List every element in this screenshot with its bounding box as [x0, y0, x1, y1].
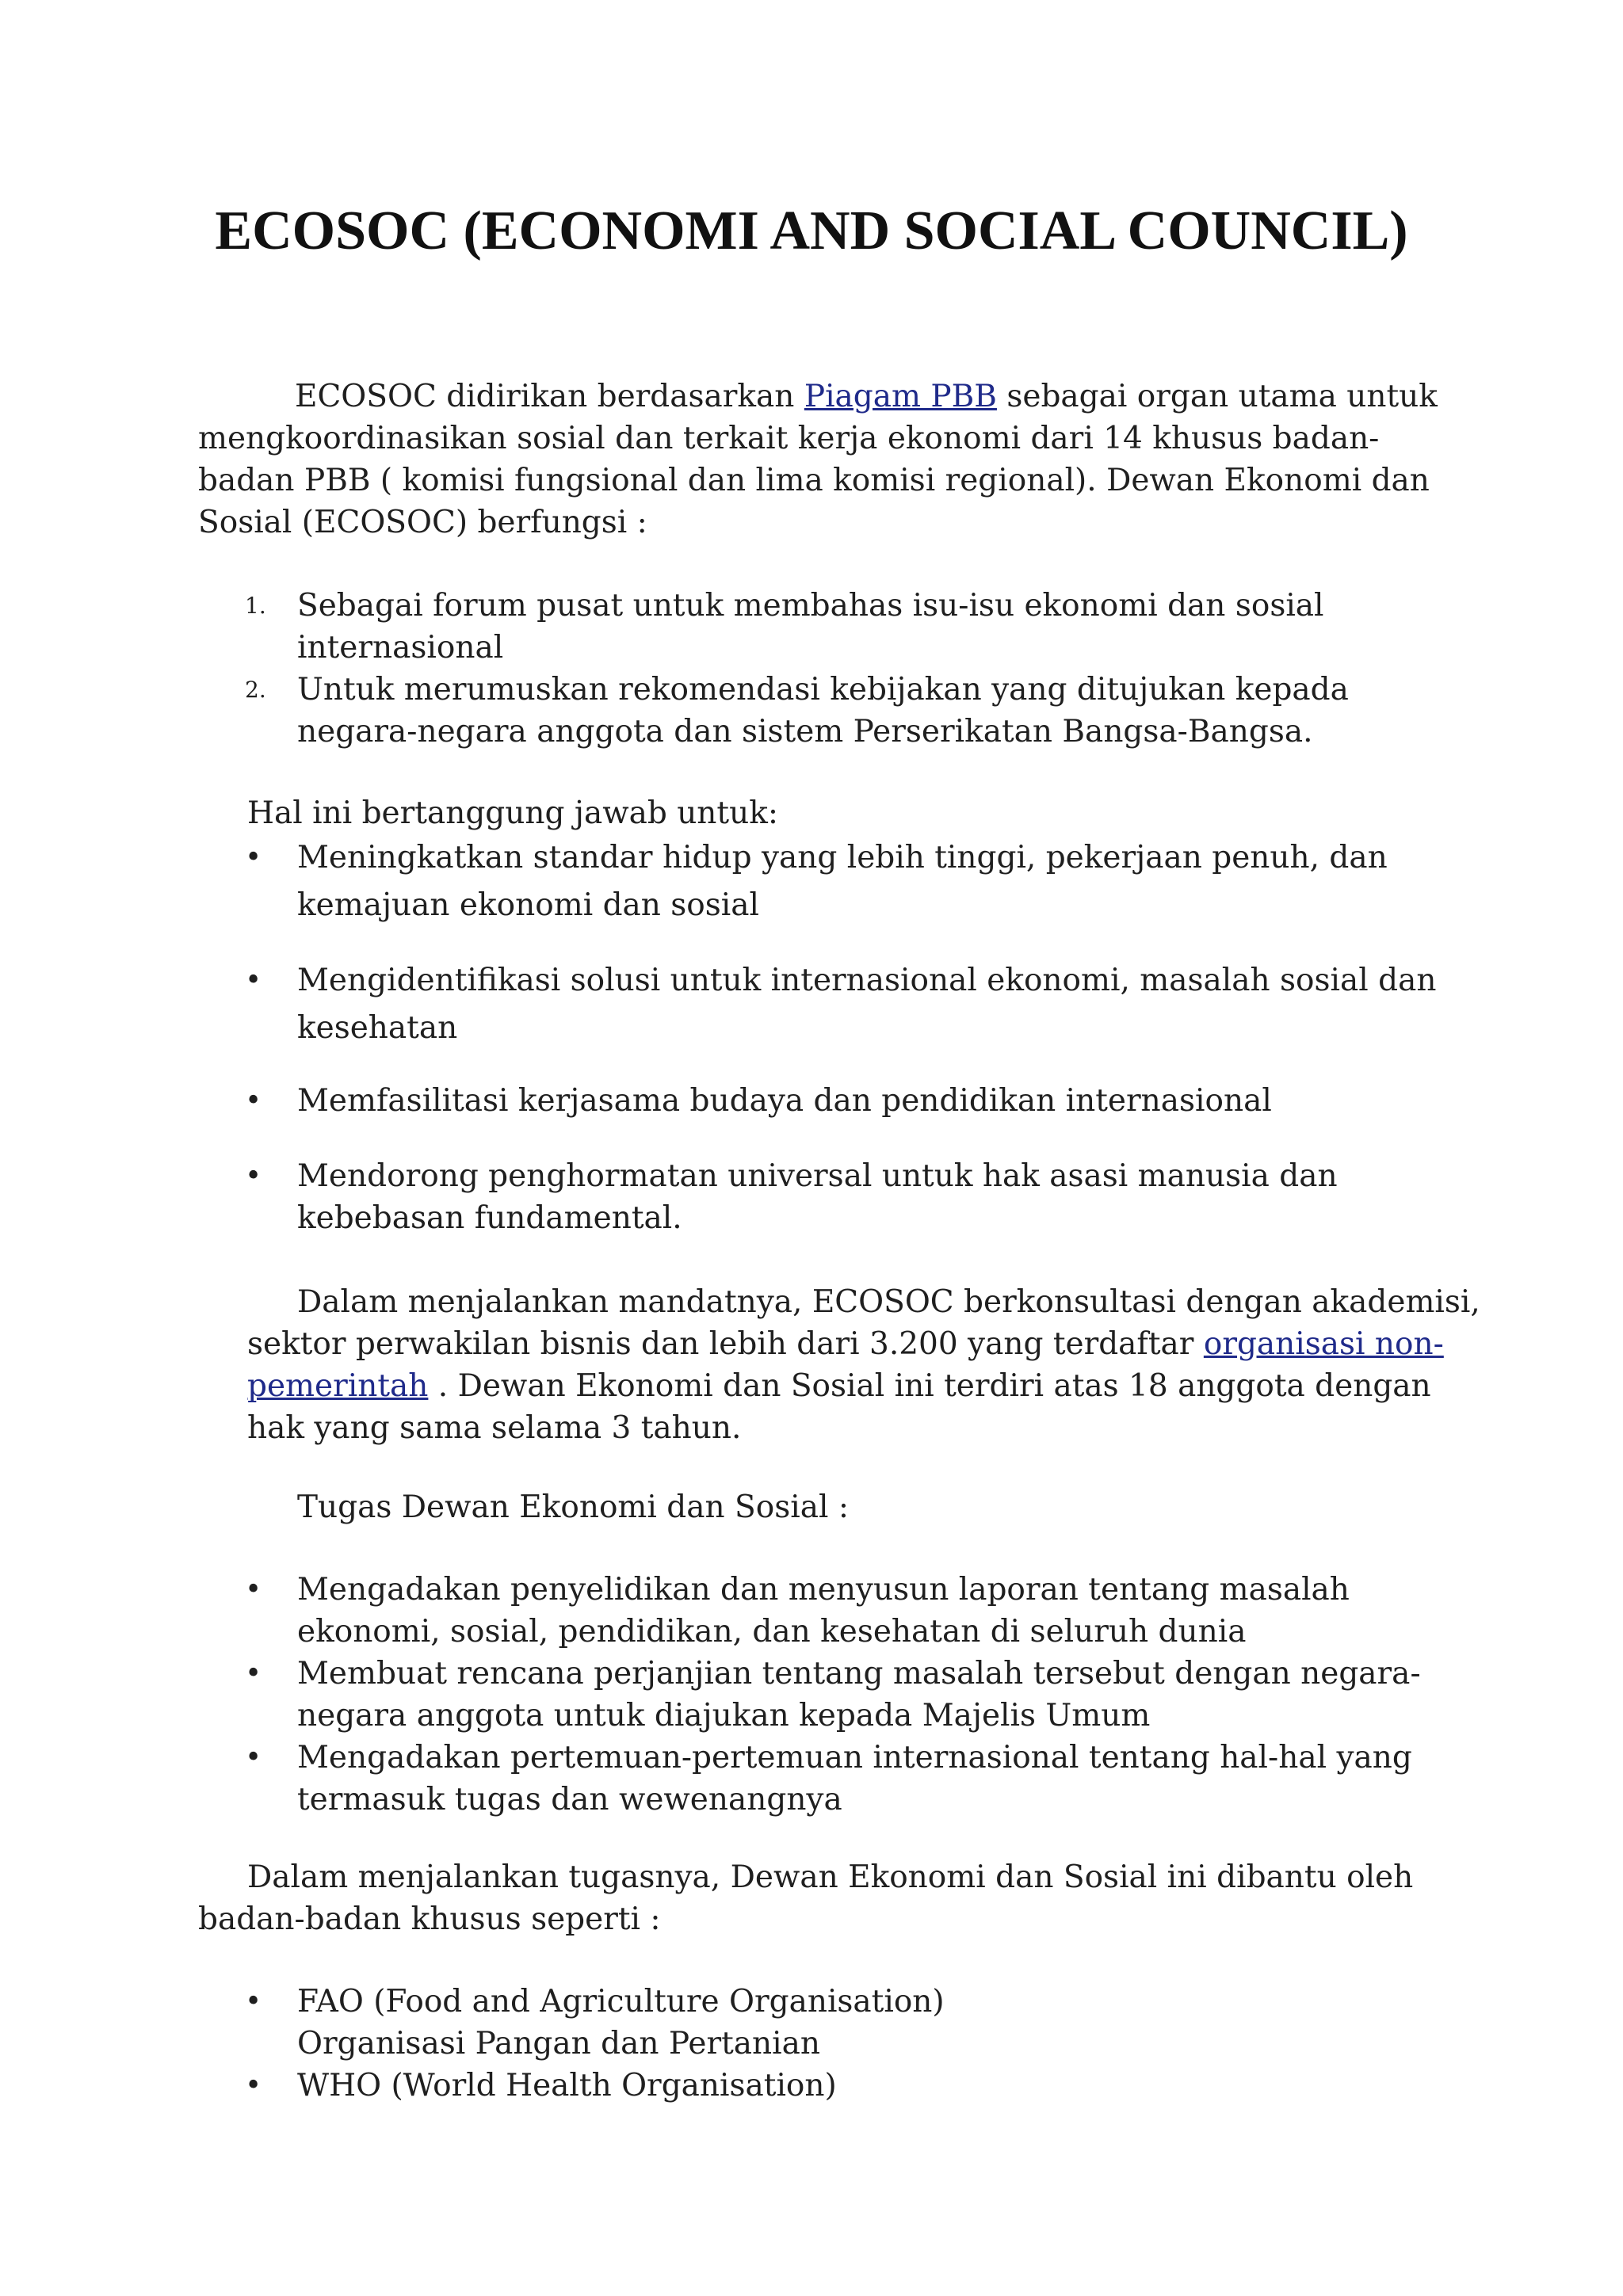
piagam-pbb-link[interactable]: Piagam PBB: [804, 379, 997, 414]
list-item: [245, 2065, 945, 2107]
list-item-line: Mengidentifikasi solusi untuk internasional ekonomi, masalah sosial dan: [297, 963, 1437, 998]
list-item: [245, 585, 1349, 669]
responsibilities-list: [245, 834, 1437, 1239]
list-item: [245, 1653, 1421, 1737]
agencies-intro-line-2: badan-badan khusus seperti :: [198, 1901, 661, 1937]
list-item: [245, 957, 1437, 1052]
list-item-line: negara-negara anggota dan sistem Perserikatan Bangsa-Bangsa.: [297, 714, 1313, 749]
list-item: [245, 1737, 1421, 1821]
list-item-line: WHO (World Health Organisation): [297, 2068, 837, 2103]
bullet-icon: •: [245, 1573, 262, 1606]
list-item-line: Sebagai forum pusat untuk membahas isu-isu ekonomi dan sosial: [297, 588, 1324, 624]
functions-list: [245, 585, 1349, 753]
list-item-line: termasuk tugas dan wewenangnya: [297, 1782, 842, 1817]
organisasi-non-pemerintah-link[interactable]: organisasi non-: [1203, 1326, 1444, 1362]
list-item: [245, 1569, 1421, 1653]
bullet-icon: •: [245, 2069, 262, 2102]
list-item: [245, 669, 1349, 753]
bullet-icon: •: [245, 841, 262, 874]
agencies-intro-paragraph: [198, 1856, 1413, 1940]
bullet-icon: •: [245, 1085, 262, 1117]
intro-paragraph: [198, 376, 1438, 543]
list-item-line: kebebasan fundamental.: [297, 1200, 682, 1236]
intro-line-3: badan PBB ( komisi fungsional dan lima komisi regional). Dewan Ekonomi dan: [198, 463, 1430, 498]
mandate-line-1-text: Dalam menjalankan mandatnya, ECOSOC berkonsultasi dengan akademisi,: [297, 1284, 1480, 1320]
mandate-line-3: [247, 1365, 1480, 1407]
tasks-list: [245, 1569, 1421, 1821]
bullet-icon: •: [245, 1160, 262, 1192]
intro-line-4: Sosial (ECOSOC) berfungsi :: [198, 505, 647, 540]
agencies-intro-line-1: [198, 1856, 1413, 1898]
mandate-line-2: [247, 1323, 1480, 1365]
intro-text-after-link: sebagai organ utama untuk: [996, 379, 1438, 414]
agencies-list: [245, 1981, 945, 2107]
list-item: [245, 1155, 1436, 1239]
list-item: [245, 1981, 945, 2065]
list-item-line: negara anggota untuk diajukan kepada Majelis Umum: [297, 1698, 1151, 1733]
list-item-line: Untuk merumuskan rekomendasi kebijakan yang ditujukan kepada: [297, 672, 1349, 707]
list-number: 2.: [245, 677, 266, 703]
intro-text-before-link: ECOSOC didirikan berdasarkan: [295, 379, 804, 414]
list-item: [245, 834, 1436, 929]
mandate-line-1: [247, 1281, 1480, 1323]
organisasi-non-pemerintah-link-cont[interactable]: pemerintah: [247, 1368, 429, 1404]
list-item-line: Membuat rencana perjanjian tentang masalah tersebut dengan negara-: [297, 1656, 1421, 1691]
responsibility-heading: Hal ini bertanggung jawab untuk:: [247, 795, 778, 831]
list-item-line: kesehatan: [297, 1010, 458, 1046]
intro-line-2: mengkoordinasikan sosial dan terkait kerja ekonomi dari 14 khusus badan-: [198, 421, 1380, 456]
page-title: ECOSOC (ECONOMI AND SOCIAL COUNCIL): [215, 200, 1408, 261]
mandate-paragraph: [247, 1281, 1480, 1449]
list-item-line: Mengadakan pertemuan-pertemuan internasional tentang hal-hal yang: [297, 1740, 1412, 1775]
list-item-line: Memfasilitasi kerjasama budaya dan pendidikan internasional: [297, 1083, 1272, 1119]
agencies-intro-line-1-text: Dalam menjalankan tugasnya, Dewan Ekonomi dan Sosial ini dibantu oleh: [247, 1859, 1414, 1895]
bullet-icon: •: [245, 964, 262, 997]
list-number: 1.: [245, 593, 266, 619]
list-item-line: kemajuan ekonomi dan sosial: [297, 887, 760, 923]
list-item-line: Meningkatkan standar hidup yang lebih tinggi, pekerjaan penuh, dan: [297, 840, 1388, 875]
mandate-text-after-link: . Dewan Ekonomi dan Sosial ini terdiri atas 18 anggota dengan: [428, 1368, 1431, 1404]
tasks-heading: Tugas Dewan Ekonomi dan Sosial :: [297, 1489, 849, 1525]
bullet-icon: •: [245, 1741, 262, 1774]
list-item-line: Mengadakan penyelidikan dan menyusun laporan tentang masalah: [297, 1572, 1350, 1608]
list-item-line: internasional: [297, 630, 504, 666]
list-item: [245, 1080, 1436, 1122]
bullet-icon: •: [245, 1657, 262, 1690]
bullet-icon: •: [245, 1985, 262, 2018]
list-item-line: FAO (Food and Agriculture Organisation): [297, 1984, 945, 2019]
mandate-text-before-link: sektor perwakilan bisnis dan lebih dari 3.200 yang terdaftar: [247, 1326, 1204, 1362]
intro-line-1: [198, 376, 1438, 418]
list-item-line: Mendorong penghormatan universal untuk hak asasi manusia dan: [297, 1158, 1338, 1194]
list-item-line: Organisasi Pangan dan Pertanian: [297, 2026, 820, 2061]
list-item-line: ekonomi, sosial, pendidikan, dan kesehatan di seluruh dunia: [297, 1614, 1247, 1650]
mandate-line-4: hak yang sama selama 3 tahun.: [247, 1410, 742, 1446]
